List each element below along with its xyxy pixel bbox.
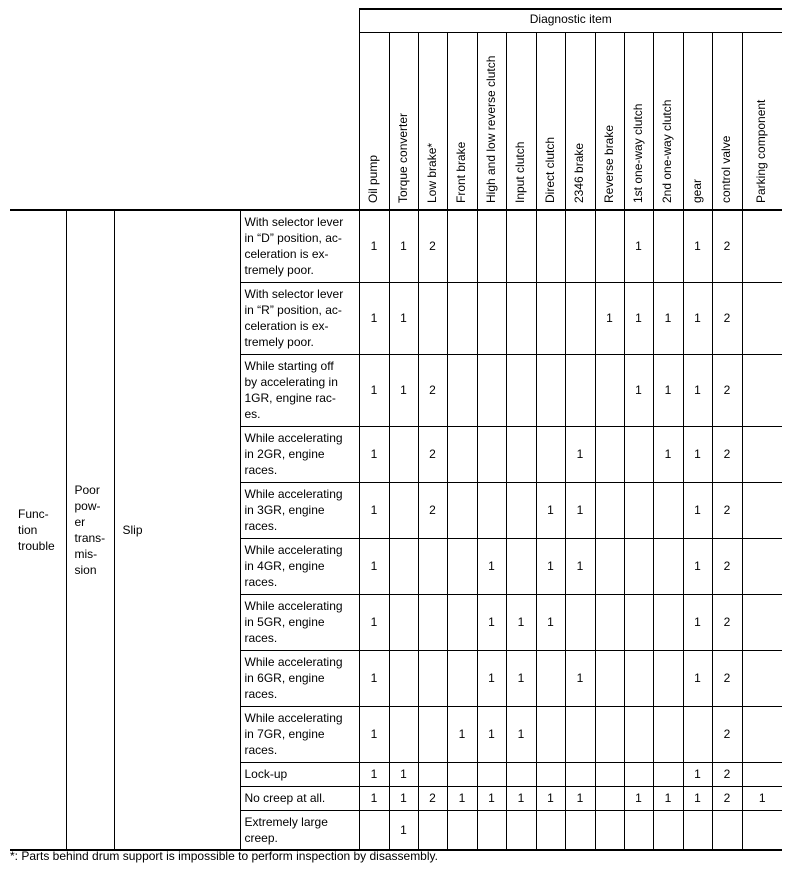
symptom-line: races.: [244, 630, 278, 645]
value-cell: [536, 426, 565, 482]
value-cell: [742, 650, 782, 706]
value-cell: 1: [653, 786, 683, 810]
value-cell: [447, 594, 477, 650]
column-header-label: 1st one-way clutch: [630, 103, 645, 203]
symptom-line: in 7GR, engine: [244, 726, 325, 741]
value-cell: [389, 594, 418, 650]
column-header-label: Direct clutch: [542, 136, 557, 203]
column-header: [389, 33, 418, 211]
value-cell: [477, 354, 506, 426]
symptom-line: With selector lever: [244, 286, 344, 301]
value-cell: [742, 282, 782, 354]
value-cell: 1: [653, 426, 683, 482]
value-cell: [624, 482, 653, 538]
symptom-line: While starting off: [244, 358, 334, 373]
value-cell: 1: [359, 210, 389, 282]
value-cell: [653, 482, 683, 538]
symptom-line: While accelerating: [244, 654, 343, 669]
value-cell: [506, 426, 536, 482]
value-cell: 1: [359, 426, 389, 482]
value-cell: 1: [536, 538, 565, 594]
symptom-line: in 6GR, engine: [244, 670, 325, 685]
value-cell: 2: [712, 426, 742, 482]
value-cell: [595, 482, 624, 538]
symptom-line: races.: [244, 574, 278, 589]
value-cell: [624, 538, 653, 594]
value-cell: [683, 810, 712, 850]
value-cell: 1: [742, 786, 782, 810]
value-cell: [447, 810, 477, 850]
symptom-line: in 5GR, engine: [244, 614, 325, 629]
value-cell: 1: [536, 594, 565, 650]
value-cell: [447, 426, 477, 482]
symptom-line: races.: [244, 742, 278, 757]
symptom-line: celeration is ex-: [244, 318, 329, 333]
column-header-label: gear: [689, 178, 704, 203]
symptom-cell: [240, 650, 359, 706]
symptom-line: tremely poor.: [244, 263, 314, 277]
value-cell: 1: [359, 762, 389, 786]
value-cell: [506, 538, 536, 594]
value-cell: [595, 594, 624, 650]
value-cell: 1: [683, 282, 712, 354]
value-cell: [506, 354, 536, 426]
value-cell: [536, 810, 565, 850]
category-poor-power-transmission: Poor pow- er trans- mis- sion: [66, 210, 114, 850]
value-cell: [506, 762, 536, 786]
value-cell: 2: [712, 482, 742, 538]
value-cell: 1: [506, 594, 536, 650]
value-cell: 1: [683, 482, 712, 538]
value-cell: [477, 810, 506, 850]
column-header: [447, 33, 477, 211]
category-function-trouble: Func- tion trouble: [10, 210, 66, 850]
value-cell: 1: [683, 786, 712, 810]
value-cell: [653, 650, 683, 706]
symptom-line: While accelerating: [244, 598, 343, 613]
column-header: [536, 33, 565, 211]
value-cell: 1: [389, 354, 418, 426]
column-header: [683, 33, 712, 211]
symptom-line: 1GR, engine rac-: [244, 390, 336, 405]
value-cell: 1: [389, 282, 418, 354]
value-cell: [565, 282, 595, 354]
value-cell: [595, 538, 624, 594]
value-cell: [447, 650, 477, 706]
value-cell: [477, 210, 506, 282]
value-cell: [653, 810, 683, 850]
value-cell: [595, 706, 624, 762]
value-cell: [389, 650, 418, 706]
value-cell: [536, 762, 565, 786]
value-cell: [565, 762, 595, 786]
value-cell: [536, 282, 565, 354]
value-cell: 1: [389, 810, 418, 850]
value-cell: 2: [712, 762, 742, 786]
value-cell: 1: [683, 650, 712, 706]
category-slip: Slip: [114, 210, 240, 850]
symptom-cell: [240, 282, 359, 354]
value-cell: 2: [712, 594, 742, 650]
value-cell: [506, 210, 536, 282]
value-cell: 2: [712, 650, 742, 706]
value-cell: 1: [359, 594, 389, 650]
value-cell: 1: [683, 762, 712, 786]
value-cell: [595, 786, 624, 810]
value-cell: [565, 354, 595, 426]
value-cell: [565, 594, 595, 650]
value-cell: 2: [418, 354, 447, 426]
value-cell: [418, 538, 447, 594]
value-cell: [418, 282, 447, 354]
value-cell: 2: [418, 482, 447, 538]
symptom-line: While accelerating: [244, 542, 343, 557]
value-cell: [595, 762, 624, 786]
value-cell: [389, 482, 418, 538]
column-header-label: control valve: [719, 135, 733, 203]
value-cell: 1: [624, 354, 653, 426]
value-cell: 1: [389, 210, 418, 282]
value-cell: [477, 282, 506, 354]
symptom-line: in 3GR, engine: [244, 502, 325, 517]
value-cell: 1: [359, 538, 389, 594]
value-cell: [595, 650, 624, 706]
value-cell: [565, 210, 595, 282]
value-cell: [477, 426, 506, 482]
value-cell: 2: [712, 354, 742, 426]
value-cell: 1: [653, 282, 683, 354]
value-cell: 2: [418, 786, 447, 810]
value-cell: 1: [683, 538, 712, 594]
footnote: *: Parts behind drum support is impossible to perform inspection by disassembly.: [10, 849, 438, 863]
symptom-line: races.: [244, 686, 278, 701]
value-cell: 1: [506, 786, 536, 810]
symptom-line: races.: [244, 462, 278, 477]
header-blank: [10, 9, 359, 210]
value-cell: [418, 810, 447, 850]
column-header: [477, 33, 506, 211]
value-cell: 2: [712, 786, 742, 810]
symptom-line: While accelerating: [244, 710, 343, 725]
symptom-line: tremely poor.: [244, 334, 314, 349]
value-cell: 1: [506, 650, 536, 706]
symptom-cell: [240, 810, 359, 850]
value-cell: [624, 426, 653, 482]
column-header: [595, 33, 624, 211]
value-cell: 1: [389, 786, 418, 810]
value-cell: [742, 482, 782, 538]
symptom-line: While accelerating: [244, 430, 343, 445]
symptom-cell: [240, 354, 359, 426]
column-header-label: High and low reverse clutch: [483, 55, 498, 203]
value-cell: [624, 650, 653, 706]
value-cell: [536, 210, 565, 282]
value-cell: 1: [477, 594, 506, 650]
value-cell: [447, 762, 477, 786]
table-row: [10, 210, 782, 282]
value-cell: 1: [536, 482, 565, 538]
value-cell: [477, 482, 506, 538]
column-header: [742, 33, 782, 211]
value-cell: 1: [359, 354, 389, 426]
symptom-line: Extremely large: [244, 814, 328, 829]
value-cell: [477, 762, 506, 786]
value-cell: 1: [683, 354, 712, 426]
value-cell: 1: [447, 706, 477, 762]
value-cell: [742, 594, 782, 650]
value-cell: [742, 210, 782, 282]
symptom-line: With selector lever: [244, 215, 344, 229]
value-cell: 1: [565, 538, 595, 594]
value-cell: 1: [683, 594, 712, 650]
value-cell: [742, 810, 782, 850]
column-header: [506, 33, 536, 211]
value-cell: 1: [447, 786, 477, 810]
value-cell: [595, 210, 624, 282]
value-cell: 1: [565, 786, 595, 810]
value-cell: [653, 210, 683, 282]
column-header: [565, 33, 595, 211]
value-cell: [683, 706, 712, 762]
value-cell: 2: [712, 706, 742, 762]
column-header-label: Input clutch: [513, 141, 527, 203]
value-cell: [506, 282, 536, 354]
symptom-cell: [240, 210, 359, 282]
value-cell: 1: [359, 650, 389, 706]
column-header-label: 2346 brake: [572, 142, 586, 203]
value-cell: 1: [683, 210, 712, 282]
value-cell: [624, 594, 653, 650]
value-cell: [447, 210, 477, 282]
value-cell: 2: [712, 538, 742, 594]
symptom-cell: [240, 482, 359, 538]
column-header: [359, 33, 389, 211]
value-cell: [565, 810, 595, 850]
value-cell: 1: [653, 354, 683, 426]
value-cell: 1: [624, 282, 653, 354]
value-cell: [624, 810, 653, 850]
value-cell: 1: [359, 706, 389, 762]
value-cell: 2: [418, 426, 447, 482]
value-cell: 1: [565, 650, 595, 706]
value-cell: 2: [712, 282, 742, 354]
value-cell: 2: [418, 210, 447, 282]
symptom-cell: [240, 538, 359, 594]
symptom-line: No creep at all.: [244, 790, 326, 805]
column-header-label: Torque converter: [395, 112, 410, 203]
value-cell: 1: [477, 650, 506, 706]
symptom-cell: [240, 786, 359, 810]
column-header-label: Low brake*: [424, 142, 439, 203]
column-header-label: Parking component: [754, 99, 769, 203]
value-cell: [447, 538, 477, 594]
value-cell: 1: [389, 762, 418, 786]
column-header: [712, 33, 742, 211]
column-header-label: Front brake: [454, 141, 468, 203]
value-cell: [595, 354, 624, 426]
value-cell: [418, 706, 447, 762]
value-cell: [447, 354, 477, 426]
value-cell: [536, 354, 565, 426]
value-cell: 1: [506, 706, 536, 762]
value-cell: 1: [359, 282, 389, 354]
value-cell: [742, 426, 782, 482]
symptom-line: in 2GR, engine: [244, 446, 325, 461]
value-cell: [653, 594, 683, 650]
value-cell: 1: [595, 282, 624, 354]
value-cell: 1: [477, 706, 506, 762]
diagnostic-item-header: Diagnostic item: [359, 9, 782, 33]
value-cell: [506, 810, 536, 850]
value-cell: [742, 354, 782, 426]
value-cell: 1: [624, 210, 653, 282]
symptom-line: Lock-up: [244, 766, 288, 781]
column-header: [624, 33, 653, 211]
value-cell: 1: [477, 786, 506, 810]
value-cell: [418, 650, 447, 706]
symptom-cell: [240, 706, 359, 762]
symptom-line: es.: [244, 406, 261, 421]
value-cell: 1: [683, 426, 712, 482]
value-cell: 1: [359, 786, 389, 810]
value-cell: [447, 482, 477, 538]
symptom-line: by accelerating in: [244, 374, 338, 389]
value-cell: [595, 810, 624, 850]
value-cell: [536, 650, 565, 706]
column-header-label: 2nd one-way clutch: [660, 99, 674, 203]
value-cell: [389, 538, 418, 594]
value-cell: [624, 762, 653, 786]
value-cell: [389, 706, 418, 762]
symptom-line: in 4GR, engine: [244, 558, 325, 573]
value-cell: 1: [624, 786, 653, 810]
symptom-line: celeration is ex-: [244, 247, 329, 261]
value-cell: [653, 538, 683, 594]
value-cell: [712, 810, 742, 850]
value-cell: [536, 706, 565, 762]
symptom-line: in “D” position, ac-: [244, 231, 342, 245]
column-header-label: Oil pump: [366, 154, 380, 203]
value-cell: [742, 538, 782, 594]
value-cell: 1: [565, 482, 595, 538]
column-header-label: Reverse brake: [601, 124, 616, 203]
symptom-cell: [240, 594, 359, 650]
value-cell: [653, 762, 683, 786]
symptom-line: in “R” position, ac-: [244, 302, 342, 317]
symptom-line: While accelerating: [244, 486, 343, 501]
value-cell: [742, 762, 782, 786]
value-cell: [506, 482, 536, 538]
symptom-cell: [240, 426, 359, 482]
column-header: [653, 33, 683, 211]
diagnostic-table: [10, 8, 782, 851]
value-cell: [418, 762, 447, 786]
column-header: [418, 33, 447, 211]
value-cell: 1: [359, 482, 389, 538]
value-cell: 1: [565, 426, 595, 482]
symptom-line: races.: [244, 518, 278, 533]
value-cell: [359, 810, 389, 850]
value-cell: [447, 282, 477, 354]
value-cell: 1: [477, 538, 506, 594]
value-cell: [565, 706, 595, 762]
value-cell: [653, 706, 683, 762]
value-cell: 2: [712, 210, 742, 282]
symptom-line: creep.: [244, 830, 278, 845]
value-cell: [418, 594, 447, 650]
value-cell: [389, 426, 418, 482]
value-cell: [742, 706, 782, 762]
symptom-cell: [240, 762, 359, 786]
value-cell: [595, 426, 624, 482]
value-cell: [624, 706, 653, 762]
value-cell: 1: [536, 786, 565, 810]
